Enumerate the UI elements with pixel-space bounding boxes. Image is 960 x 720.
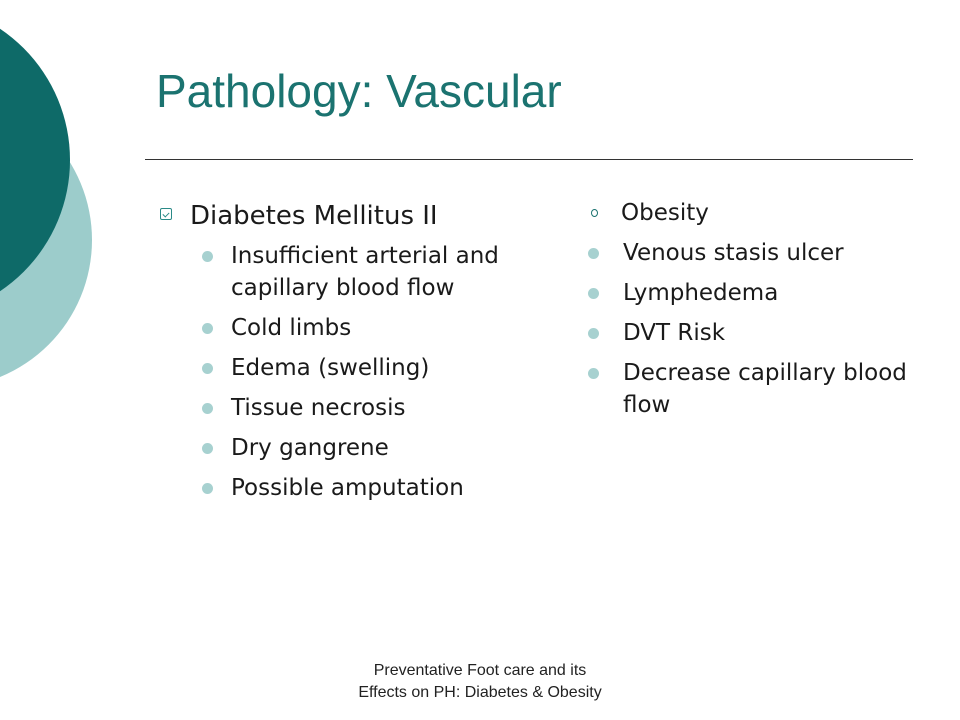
list-item-text: Decrease capillary blood flow — [623, 360, 907, 418]
bullet-dot-icon — [202, 323, 213, 334]
list-item — [588, 317, 918, 349]
main-bullet-text: Diabetes Mellitus II — [190, 201, 438, 231]
main-bullet-item — [160, 198, 520, 234]
right-heading-item — [588, 197, 918, 229]
light-teal-circle — [0, 92, 92, 388]
list-item-text: DVT Risk — [623, 320, 726, 346]
sub-bullet-list — [588, 237, 918, 421]
bullet-dot-icon — [202, 403, 213, 414]
list-item — [202, 240, 520, 304]
list-item-text: Insufficient arterial and capillary blood flow — [231, 243, 499, 301]
list-item — [588, 237, 918, 269]
list-item-text: Possible amputation — [231, 475, 464, 501]
slide-title: Pathology: Vascular — [156, 65, 562, 117]
list-item-text: Dry gangrene — [231, 435, 389, 461]
footer-line: Effects on PH: Diabetes & Obesity — [358, 684, 602, 701]
list-item — [202, 312, 520, 344]
list-item-text: Venous stasis ulcer — [623, 240, 844, 266]
bullet-dot-icon — [202, 483, 213, 494]
title-divider — [145, 159, 913, 160]
left-column — [160, 198, 520, 512]
bullet-dot-icon — [588, 328, 599, 339]
checkbox-bullet-icon — [160, 208, 172, 220]
slide-footer — [300, 660, 660, 704]
dark-teal-circle — [0, 2, 70, 318]
list-item — [202, 472, 520, 504]
list-item-text: Lymphedema — [623, 280, 779, 306]
bullet-dot-icon — [202, 363, 213, 374]
list-item-text: Tissue necrosis — [231, 395, 406, 421]
list-item — [588, 357, 918, 421]
right-heading-text: Obesity — [621, 200, 709, 226]
bullet-dot-icon — [588, 288, 599, 299]
bullet-dot-icon — [588, 248, 599, 259]
list-item-text: Cold limbs — [231, 315, 352, 341]
list-item — [588, 277, 918, 309]
circle-outline-bullet-icon — [591, 209, 598, 217]
bullet-dot-icon — [588, 368, 599, 379]
list-item — [202, 392, 520, 424]
bullet-dot-icon — [202, 443, 213, 454]
right-column — [588, 197, 918, 429]
list-item-text: Edema (swelling) — [231, 355, 430, 381]
list-item — [202, 432, 520, 464]
sub-bullet-list — [202, 240, 520, 504]
footer-line: Preventative Foot care and its — [373, 662, 587, 679]
list-item — [202, 352, 520, 384]
bullet-dot-icon — [202, 251, 213, 262]
